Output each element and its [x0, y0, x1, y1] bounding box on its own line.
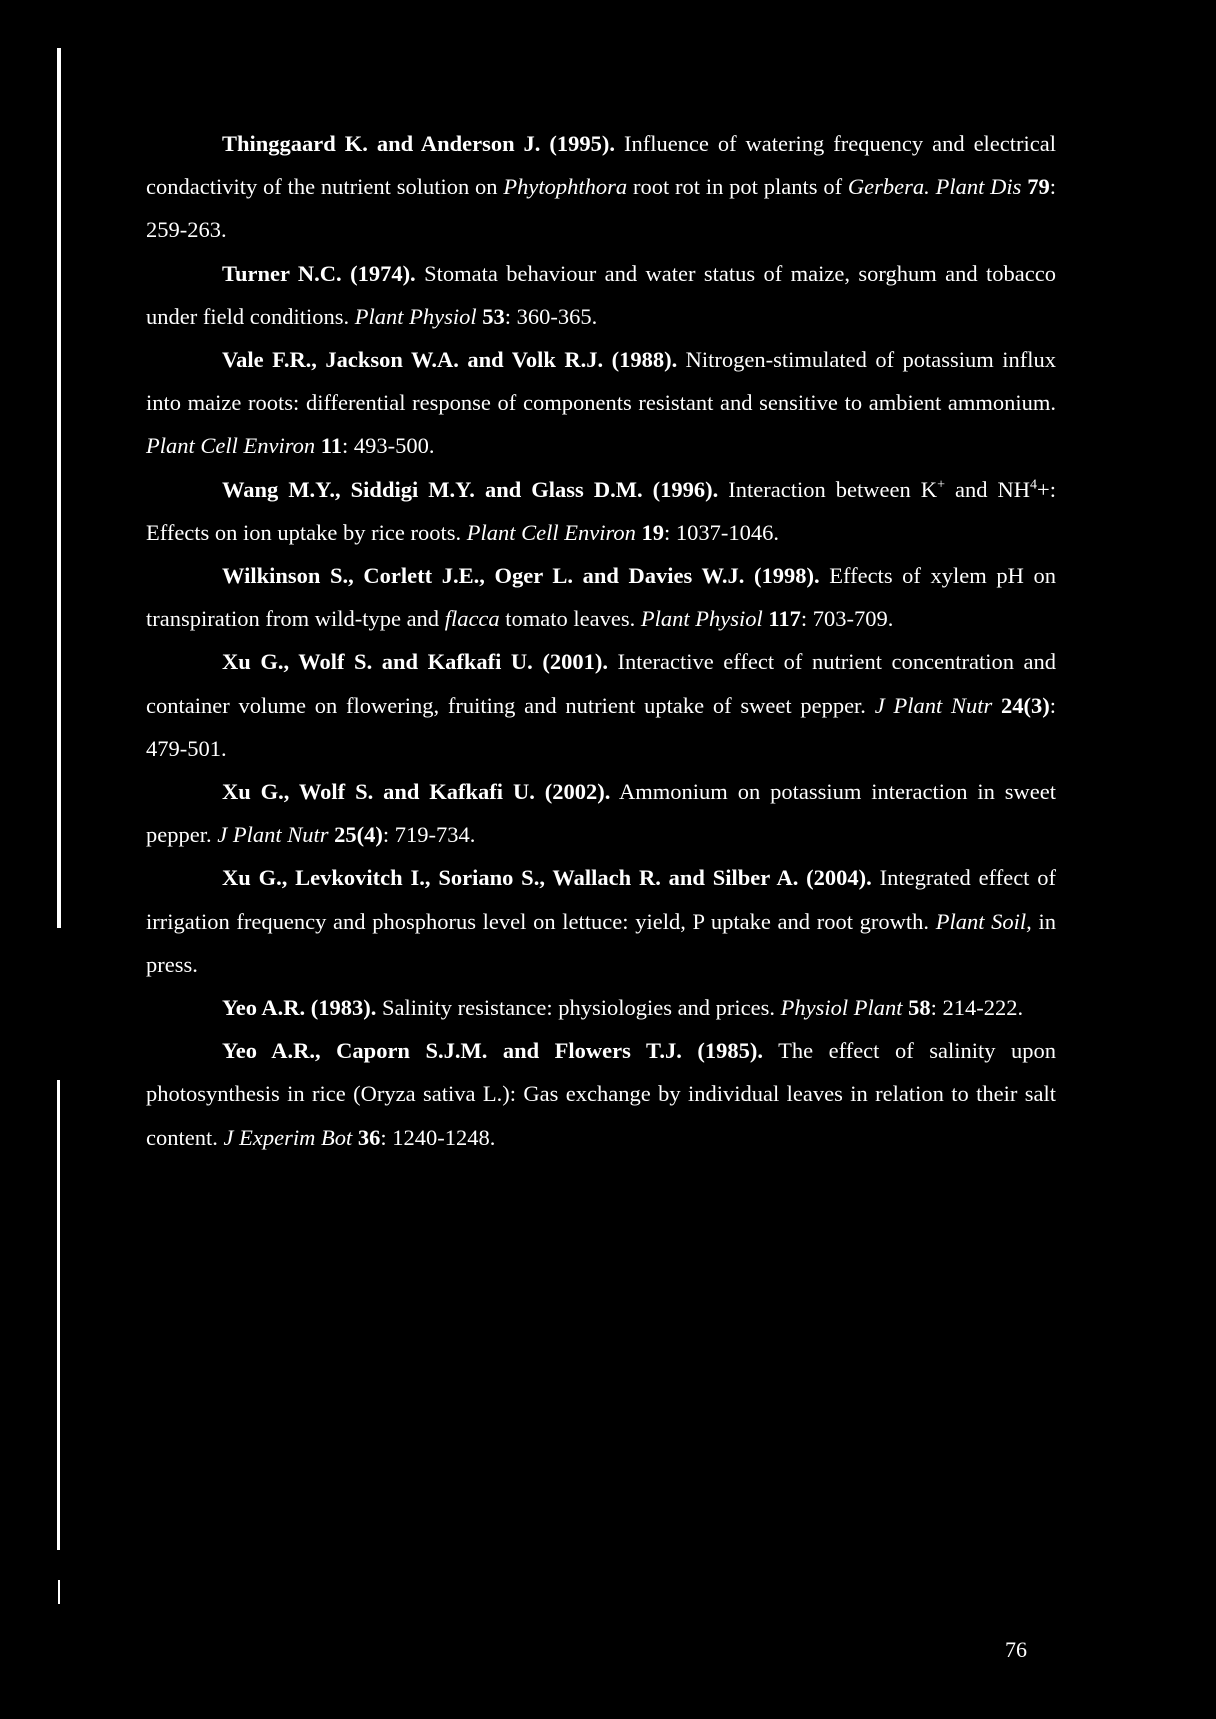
reference-entry: [146, 554, 1056, 640]
reference-entry: [146, 122, 1056, 252]
reference-authors: Vale F.R., Jackson W.A. and Volk R.J. (1988).: [222, 347, 678, 373]
reference-volume: 25(4): [334, 822, 383, 848]
reference-volume: 79: [1027, 174, 1050, 200]
reference-authors: Wang M.Y., Siddigi M.Y. and Glass D.M. (1996).: [222, 476, 719, 502]
reference-title: Stomata behaviour and water status of maize, sorghum and tobacco under field conditions.: [146, 260, 1056, 329]
reference-title: Influence of watering frequency and electrical condactivity of the nutrient solution on: [146, 131, 1057, 200]
reference-authors: Turner N.C. (1974).: [222, 260, 416, 286]
reference-entry: [146, 1029, 1056, 1159]
reference-title: root rot in pot plants of: [627, 174, 848, 200]
page-number: 76: [1005, 1637, 1027, 1662]
reference-authors: Yeo A.R., Caporn S.J.M. and Flowers T.J. (1985).: [222, 1038, 763, 1064]
reference-journal: J Plant Nutr: [217, 822, 329, 848]
reference-authors: Xu G., Levkovitch I., Soriano S., Wallach R. and Silber A. (2004).: [222, 865, 872, 891]
reference-entry: [146, 640, 1056, 770]
reference-entry: [146, 986, 1056, 1029]
reference-journal: Plant Dis: [935, 174, 1022, 200]
reference-title: Interactive effect of nutrient concentration and container volume on flowering, fruiting and nutrient uptake of sweet pepper.: [146, 649, 1057, 718]
reference-pages: : 703-709.: [800, 606, 894, 632]
reference-superscript: +: [937, 477, 945, 493]
reference-title: Nitrogen-stimulated of potassium influx into maize roots: differential response of components resistant and sensitive to ambient ammonium.: [146, 347, 1057, 416]
reference-title-italic: flacca: [444, 606, 500, 632]
reference-superscript: 4: [1030, 477, 1038, 493]
reference-authors: Xu G., Wolf S. and Kafkafi U. (2002).: [222, 779, 611, 805]
reference-journal: Physiol Plant: [780, 995, 903, 1021]
reference-authors: Xu G., Wolf S. and Kafkafi U. (2001).: [222, 649, 608, 675]
reference-pages: : 1037-1046.: [664, 519, 780, 545]
reference-volume: 58: [908, 995, 931, 1021]
reference-title: Interaction between K: [728, 476, 938, 502]
reference-title: tomato leaves.: [499, 606, 636, 632]
reference-title: Integrated effect of irrigation frequency and phosphorus level on lettuce: yield, P uptake and root growth.: [146, 865, 1056, 934]
reference-title: Ammonium on potassium interaction in sweet pepper.: [146, 779, 1057, 848]
reference-list: [146, 122, 1056, 1159]
reference-pages: : 360-365.: [504, 303, 598, 329]
reference-volume: 36: [357, 1124, 381, 1150]
reference-title: The effect of salinity upon photosynthesis in rice (Oryza sativa L.): Gas exchange by individual leaves in relation to their salt content.: [146, 1038, 1056, 1150]
reference-title: and NH: [944, 476, 1031, 502]
reference-entry: [146, 770, 1056, 856]
reference-title-italic: Phytophthora: [503, 174, 628, 200]
scan-edge-line: [57, 48, 61, 928]
reference-volume: 117: [768, 606, 801, 632]
reference-entry: [146, 468, 1056, 554]
reference-pages: : 719-734.: [382, 822, 476, 848]
reference-journal: Plant Soil,: [935, 908, 1032, 934]
reference-pages: : 259-263.: [146, 174, 1056, 243]
reference-volume: 11: [320, 433, 343, 459]
reference-pages: : 1240-1248.: [380, 1124, 496, 1150]
reference-pages: : 493-500.: [342, 433, 435, 459]
reference-journal: Plant Cell Environ: [146, 433, 316, 459]
reference-authors: Thinggaard K. and Anderson J. (1995).: [222, 131, 615, 156]
scan-edge-mark: [58, 1580, 60, 1604]
reference-title-italic: Gerbera.: [847, 174, 930, 200]
reference-tail: in press.: [146, 908, 1057, 977]
reference-journal: Plant Physiol: [354, 303, 477, 329]
reference-entry: [146, 252, 1056, 338]
reference-journal: J Experim Bot: [223, 1124, 353, 1150]
reference-title: Salinity resistance: physiologies and prices.: [381, 995, 776, 1021]
reference-volume: 24(3): [1001, 692, 1050, 718]
reference-entry: [146, 856, 1056, 986]
reference-title: +: Effects on ion uptake by rice roots.: [146, 476, 1056, 545]
reference-pages: : 479-501.: [146, 692, 1057, 761]
reference-journal: Plant Cell Environ: [466, 519, 636, 545]
reference-volume: 53: [482, 303, 505, 329]
reference-authors: Yeo A.R. (1983).: [222, 995, 377, 1021]
reference-entry: [146, 338, 1056, 468]
reference-authors: Wilkinson S., Corlett J.E., Oger L. and Davies W.J. (1998).: [222, 563, 820, 589]
reference-journal: Plant Physiol: [640, 606, 763, 632]
reference-pages: : 214-222.: [930, 995, 1024, 1021]
reference-volume: 19: [641, 519, 665, 545]
reference-journal: J Plant Nutr: [874, 692, 993, 718]
scan-edge-line: [57, 1080, 60, 1550]
reference-title: Effects of xylem pH on transpiration from wild-type and: [146, 563, 1057, 632]
